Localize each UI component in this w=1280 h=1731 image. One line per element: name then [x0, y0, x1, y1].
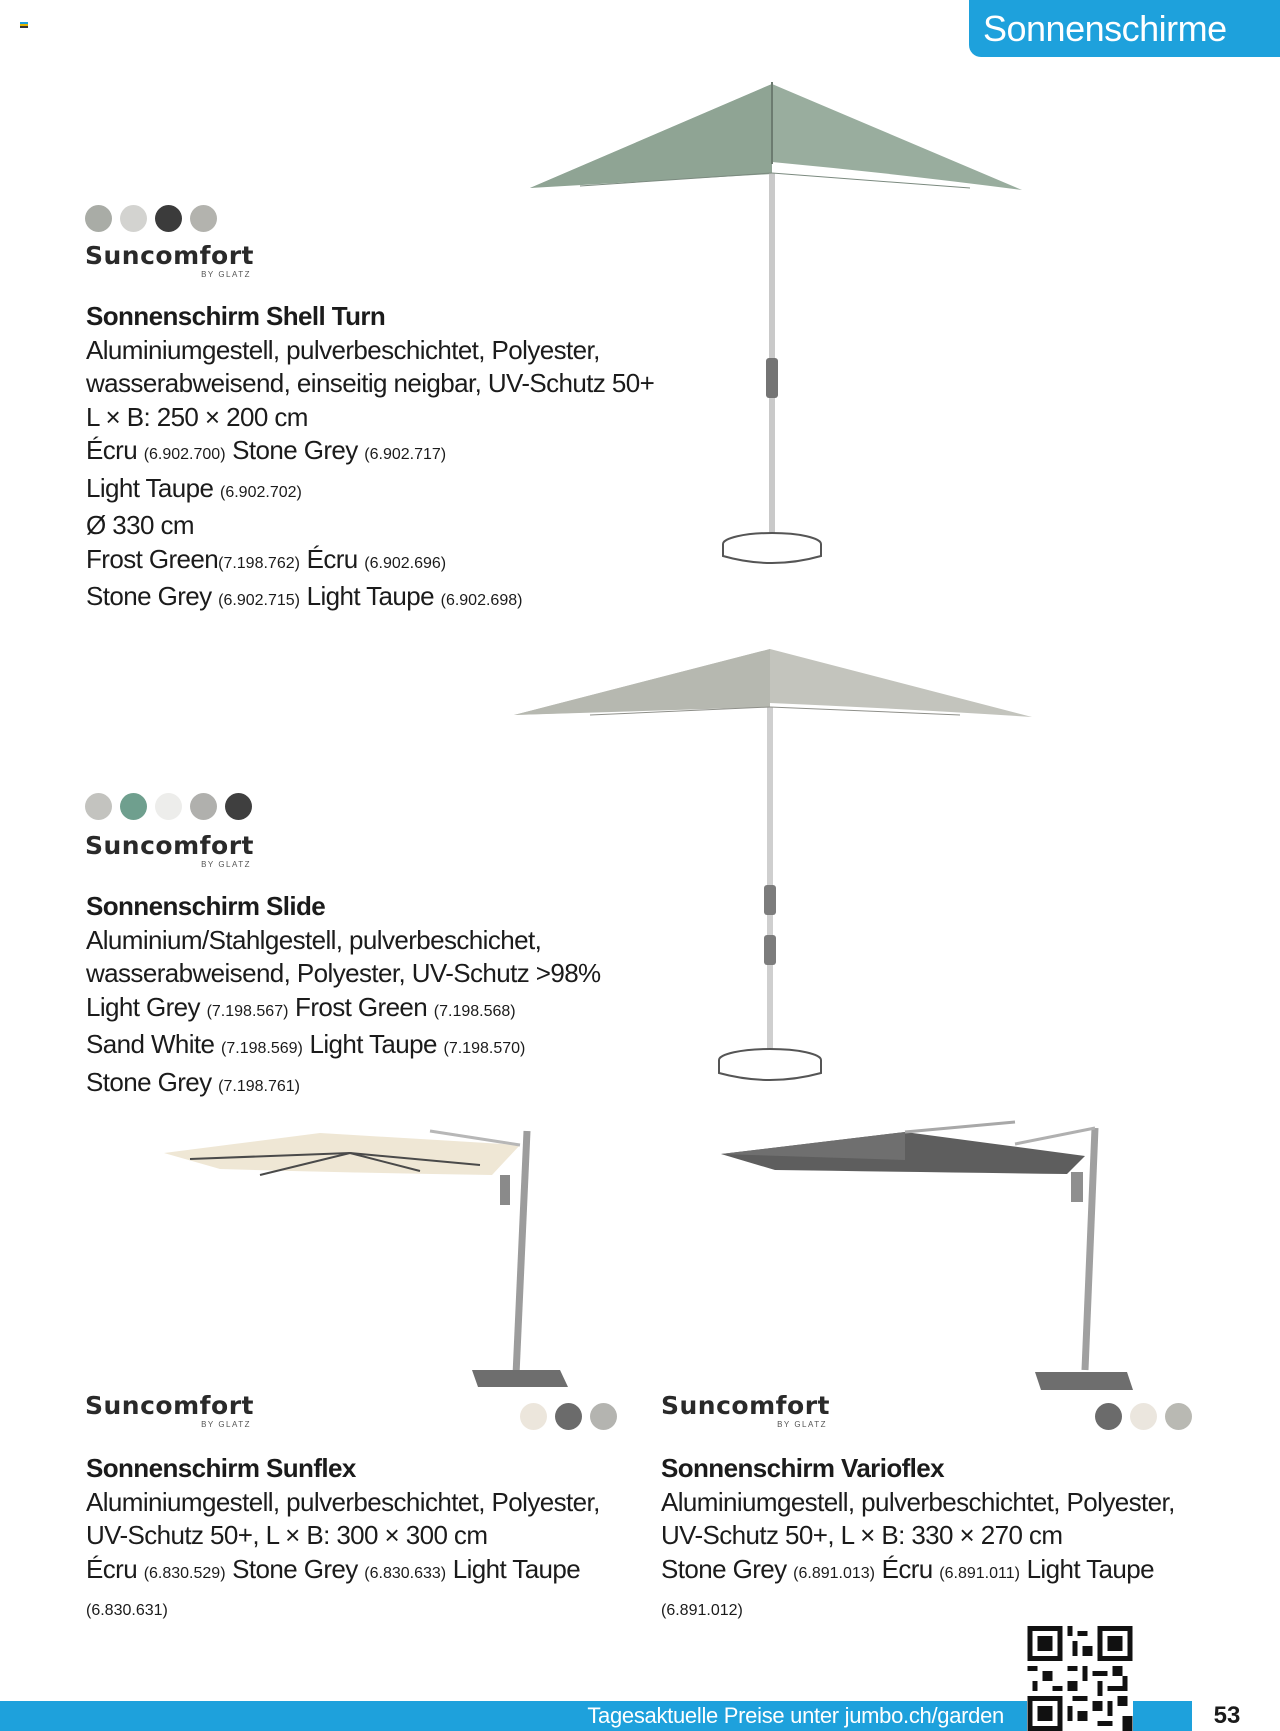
detail-text: Aluminiumgestell, pulverbeschichtet, Polyester, — [661, 1486, 1175, 1517]
product-detail-line — [86, 509, 654, 543]
product-detail-line — [86, 580, 654, 618]
detail-text: Écru — [86, 1553, 144, 1584]
umbrella-sunflex-image — [160, 1125, 580, 1395]
product-detail-line — [661, 1553, 1175, 1591]
color-swatch — [120, 205, 147, 232]
color-swatch — [155, 793, 182, 820]
brand-logo — [85, 1392, 265, 1430]
color-swatch — [1130, 1403, 1157, 1430]
product-detail-line — [86, 472, 654, 510]
detail-text: UV-Schutz 50+, L × B: 330 × 270 cm — [661, 1520, 1063, 1550]
product-title: Sonnenschirm Slide — [86, 891, 326, 921]
footer-text[interactable]: Tagesaktuelle Preise unter jumbo.ch/garden — [587, 1703, 1004, 1728]
article-number: (6.891.011) — [939, 1564, 1020, 1582]
brand-name: Suncomfort — [85, 831, 254, 860]
brand-sub: BY GLATZ — [777, 1420, 827, 1429]
detail-text: Light Taupe — [1019, 1553, 1154, 1584]
brand-name: Suncomfort — [661, 1391, 830, 1420]
detail-text: UV-Schutz 50+, L × B: 300 × 300 cm — [86, 1520, 488, 1550]
detail-text: wasserabweisend, Polyester, UV-Schutz >98% — [86, 958, 601, 988]
brand-logo — [85, 832, 265, 870]
article-number: (6.902.698) — [440, 592, 523, 609]
product-detail-line — [661, 1486, 1175, 1520]
color-swatch — [590, 1403, 617, 1430]
qr-code-icon[interactable] — [1027, 1626, 1133, 1731]
flag-icon — [20, 22, 28, 28]
detail-text: Frost Green — [288, 991, 434, 1022]
brand-logo — [85, 242, 265, 280]
product-detail-line — [86, 1519, 600, 1553]
detail-text: Light Taupe — [299, 581, 441, 611]
article-number: (6.902.700) — [143, 446, 226, 463]
color-swatch — [155, 205, 182, 232]
product-detail-line — [86, 1028, 601, 1066]
color-swatches — [85, 205, 217, 232]
detail-text: Stone Grey — [86, 581, 219, 611]
detail-text: Stone Grey — [86, 1066, 219, 1097]
detail-text: L × B: 250 × 200 cm — [86, 401, 308, 432]
article-number: (6.830.529) — [143, 1564, 226, 1582]
detail-text: wasserabweisend, einseitig neigbar, UV-Schutz 50+ — [86, 368, 655, 398]
product-detail-line — [86, 957, 601, 991]
product-detail-line — [86, 1590, 600, 1628]
detail-text: Écru — [86, 435, 144, 465]
article-number: (7.198.569) — [221, 1040, 303, 1057]
color-swatch — [190, 205, 217, 232]
article-number: (6.830.633) — [364, 1564, 447, 1582]
product-shell-turn — [86, 300, 654, 618]
product-detail-line — [86, 1553, 600, 1591]
product-detail-line — [86, 434, 654, 472]
detail-text: Stone Grey — [225, 435, 365, 465]
color-swatches — [1095, 1403, 1192, 1430]
detail-text: Ø 330 cm — [86, 510, 194, 540]
product-detail-line — [86, 401, 654, 435]
umbrella-varioflex-image — [715, 1120, 1135, 1395]
color-swatch — [85, 793, 112, 820]
product-sunflex — [86, 1452, 600, 1628]
product-detail-line — [86, 924, 601, 958]
color-swatch — [190, 793, 217, 820]
brand-logo — [661, 1392, 841, 1430]
article-number: (7.198.761) — [218, 1077, 300, 1095]
product-varioflex — [661, 1452, 1175, 1628]
color-swatch — [85, 205, 112, 232]
color-swatch — [225, 793, 252, 820]
page-number: 53 — [1213, 1702, 1241, 1729]
product-detail-line — [86, 991, 601, 1029]
detail-text: Light Grey — [86, 991, 207, 1022]
detail-text: Aluminiumgestell, pulverbeschichtet, Polyester, — [86, 334, 600, 365]
article-number: (6.902.702) — [220, 483, 302, 501]
product-detail-line — [86, 543, 654, 581]
product-detail-line — [86, 367, 654, 401]
article-number: (6.830.631) — [86, 1602, 168, 1619]
article-number: (6.891.012) — [661, 1602, 743, 1619]
product-detail-line — [86, 334, 654, 368]
product-title: Sonnenschirm Shell Turn — [86, 301, 386, 331]
color-swatches — [85, 793, 252, 820]
product-title: Sonnenschirm Varioflex — [661, 1453, 945, 1483]
detail-text: Light Taupe — [446, 1553, 581, 1584]
article-number: (7.198.567) — [206, 1002, 289, 1020]
section-tab: Sonnenschirme — [969, 0, 1280, 57]
product-title: Sonnenschirm Sunflex — [86, 1453, 356, 1483]
color-swatch — [520, 1403, 547, 1430]
color-swatches — [520, 1403, 617, 1430]
brand-sub: BY GLATZ — [201, 270, 251, 279]
color-swatch — [1095, 1403, 1122, 1430]
brand-sub: BY GLATZ — [201, 860, 251, 869]
article-number: (6.902.696) — [364, 554, 447, 572]
detail-text: Stone Grey — [225, 1553, 365, 1584]
detail-text: Light Taupe — [302, 1029, 444, 1059]
color-swatch — [120, 793, 147, 820]
detail-text: Aluminium/Stahlgestell, pulverbeschichet, — [86, 924, 542, 955]
detail-text: Frost Green — [86, 543, 219, 574]
color-swatch — [1165, 1403, 1192, 1430]
brand-sub: BY GLATZ — [201, 1420, 251, 1429]
product-detail-line — [661, 1519, 1175, 1553]
article-number: (7.198.568) — [433, 1002, 516, 1020]
brand-name: Suncomfort — [85, 241, 254, 270]
detail-text: Écru — [874, 1553, 940, 1584]
detail-text: Stone Grey — [661, 1553, 794, 1584]
detail-text: Aluminiumgestell, pulverbeschichtet, Polyester, — [86, 1486, 600, 1517]
article-number: (6.902.715) — [218, 592, 300, 609]
product-slide — [86, 890, 601, 1103]
brand-name: Suncomfort — [85, 1391, 254, 1420]
article-number: (6.891.013) — [793, 1564, 875, 1582]
product-detail-line — [86, 1066, 601, 1104]
detail-text: Sand White — [86, 1029, 222, 1059]
article-number: (7.198.762) — [218, 554, 300, 572]
article-number: (6.902.717) — [364, 446, 447, 463]
product-detail-line — [86, 1486, 600, 1520]
detail-text: Écru — [299, 543, 365, 574]
product-detail-line — [661, 1590, 1175, 1628]
detail-text: Light Taupe — [86, 472, 220, 503]
article-number: (7.198.570) — [443, 1040, 526, 1057]
color-swatch — [555, 1403, 582, 1430]
